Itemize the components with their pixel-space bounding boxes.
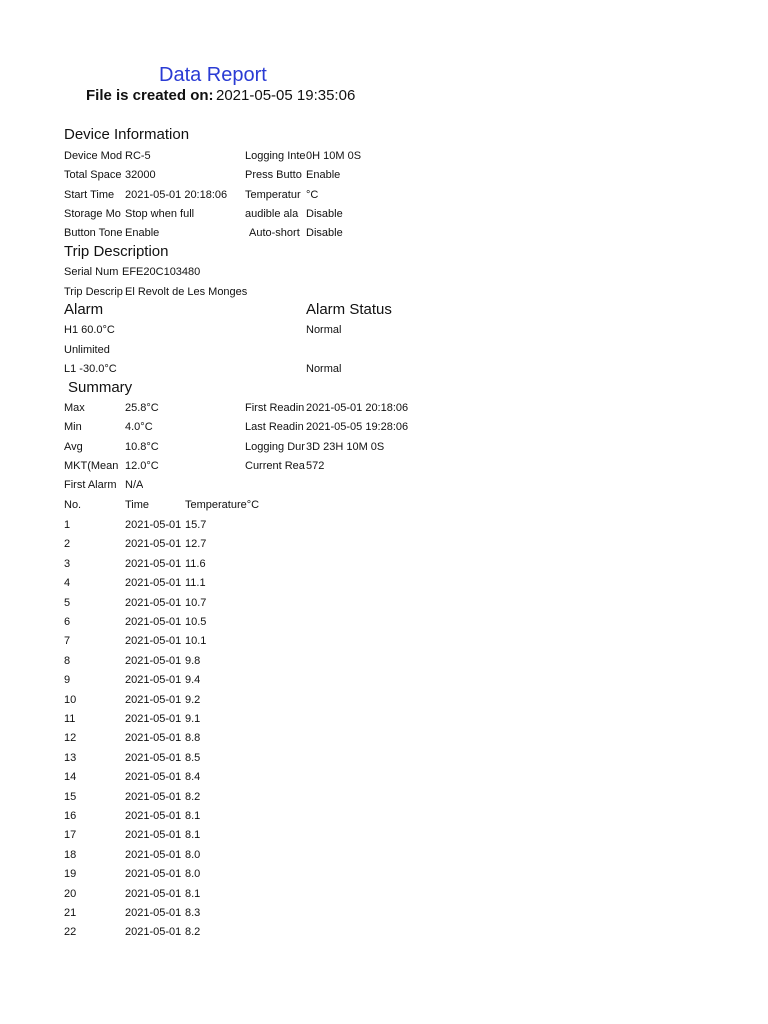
row-time: 2021-05-01 [125, 810, 182, 822]
row-temperature: 8.3 [185, 907, 201, 919]
row-time: 2021-05-01 [125, 829, 182, 841]
storage-mode-value: Stop when full [125, 208, 195, 220]
row-temperature: 8.1 [185, 810, 201, 822]
alarm-heading: Alarm [64, 301, 104, 318]
row-temperature: 9.4 [185, 674, 201, 686]
summary-mkt-value: 12.0°C [125, 460, 159, 472]
row-time: 2021-05-01 [125, 519, 182, 531]
last-reading-value: 2021-05-05 19:28:06 [306, 421, 409, 433]
summary-max-label: Max [64, 402, 85, 414]
current-readings-label: Current Rea [245, 460, 305, 472]
row-number: 17 [64, 829, 77, 841]
logging-interval-label: Logging Inte [245, 150, 306, 162]
row-time: 2021-05-01 [125, 771, 182, 783]
row-time: 2021-05-01 [125, 577, 182, 589]
summary-avg-value: 10.8°C [125, 441, 159, 453]
button-tone-label: Button Tone [64, 227, 123, 239]
summary-max-value: 25.8°C [125, 402, 159, 414]
row-time: 2021-05-01 [125, 597, 182, 609]
temperature-unit-value: °C [306, 189, 319, 201]
alarm-high-status: Normal [306, 324, 342, 336]
row-time: 2021-05-01 [125, 888, 182, 900]
row-number: 4 [64, 577, 71, 589]
row-number: 18 [64, 849, 77, 861]
total-space-value: 32000 [125, 169, 156, 181]
audible-alarm-value: Disable [306, 208, 343, 220]
press-button-value: Enable [306, 169, 341, 181]
first-alarm-label: First Alarm [64, 479, 117, 491]
row-number: 12 [64, 732, 77, 744]
trip-description-value: El Revolt de Les Monges [125, 286, 248, 298]
logging-duration-value: 3D 23H 10M 0S [306, 441, 385, 453]
summary-mkt-label: MKT(Mean [64, 460, 119, 472]
alarm-high-limit: H1 60.0°C [64, 324, 115, 336]
start-time-label: Start Time [64, 189, 115, 201]
created-on-label: File is created on: [86, 87, 214, 104]
row-temperature: 12.7 [185, 538, 207, 550]
row-number: 14 [64, 771, 77, 783]
row-number: 13 [64, 752, 77, 764]
row-temperature: 8.8 [185, 732, 201, 744]
serial-number-value: EFE20C103480 [122, 266, 201, 278]
row-time: 2021-05-01 [125, 538, 182, 550]
row-number: 7 [64, 635, 71, 647]
row-number: 22 [64, 926, 77, 938]
row-temperature: 9.1 [185, 713, 201, 725]
column-header-no: No. [64, 499, 82, 511]
current-readings-value: 572 [306, 460, 325, 472]
row-time: 2021-05-01 [125, 655, 182, 667]
row-number: 10 [64, 694, 77, 706]
first-alarm-value: N/A [125, 479, 144, 491]
row-temperature: 8.1 [185, 829, 201, 841]
temperature-unit-label: Temperatur [245, 189, 301, 201]
row-temperature: 8.0 [185, 868, 201, 880]
column-header-time: Time [125, 499, 150, 511]
row-temperature: 9.2 [185, 694, 201, 706]
button-tone-value: Enable [125, 227, 160, 239]
row-time: 2021-05-01 [125, 616, 182, 628]
row-temperature: 9.8 [185, 655, 201, 667]
device-information-heading: Device Information [64, 126, 190, 143]
row-time: 2021-05-01 [125, 752, 182, 764]
row-number: 20 [64, 888, 77, 900]
row-temperature: 8.0 [185, 849, 201, 861]
row-number: 1 [64, 519, 71, 531]
total-space-label: Total Space [64, 169, 122, 181]
row-temperature: 8.5 [185, 752, 201, 764]
audible-alarm-label: audible ala [245, 208, 299, 220]
row-temperature: 15.7 [185, 519, 207, 531]
row-temperature: 10.7 [185, 597, 207, 609]
row-number: 9 [64, 674, 71, 686]
row-temperature: 8.1 [185, 888, 201, 900]
row-temperature: 11.6 [185, 558, 206, 570]
row-time: 2021-05-01 [125, 868, 182, 880]
alarm-unlimited: Unlimited [64, 344, 110, 356]
row-number: 5 [64, 597, 71, 609]
row-temperature: 8.4 [185, 771, 201, 783]
row-number: 8 [64, 655, 71, 667]
created-on-value: 2021-05-05 19:35:06 [216, 87, 356, 104]
row-time: 2021-05-01 [125, 674, 182, 686]
row-temperature: 10.1 [185, 635, 207, 647]
first-reading-label: First Readin [245, 402, 305, 414]
row-time: 2021-05-01 [125, 907, 182, 919]
auto-shutdown-value: Disable [306, 227, 343, 239]
row-time: 2021-05-01 [125, 713, 182, 725]
row-temperature: 8.2 [185, 791, 201, 803]
row-time: 2021-05-01 [125, 849, 182, 861]
last-reading-label: Last Readin [245, 421, 304, 433]
column-header-temperature: Temperature°C [185, 499, 260, 511]
report-title: Data Report [159, 64, 267, 86]
summary-avg-label: Avg [64, 441, 83, 453]
alarm-low-status: Normal [306, 363, 342, 375]
row-number: 19 [64, 868, 77, 880]
trip-description-heading: Trip Description [64, 243, 169, 260]
row-number: 16 [64, 810, 77, 822]
first-reading-value: 2021-05-01 20:18:06 [306, 402, 409, 414]
logging-interval-value: 0H 10M 0S [306, 150, 362, 162]
alarm-status-heading: Alarm Status [306, 301, 392, 318]
press-button-label: Press Butto [245, 169, 302, 181]
row-time: 2021-05-01 [125, 791, 182, 803]
row-temperature: 11.1 [185, 577, 206, 589]
summary-min-label: Min [64, 421, 82, 433]
row-number: 21 [64, 907, 77, 919]
row-time: 2021-05-01 [125, 926, 182, 938]
row-time: 2021-05-01 [125, 635, 182, 647]
summary-heading: Summary [68, 379, 133, 396]
device-model-label: Device Mod [64, 150, 123, 162]
storage-mode-label: Storage Mo [64, 208, 121, 220]
row-time: 2021-05-01 [125, 694, 182, 706]
trip-description-label: Trip Descrip [64, 286, 123, 298]
device-model-value: RC-5 [125, 150, 151, 162]
alarm-low-limit: L1 -30.0°C [64, 363, 117, 375]
row-time: 2021-05-01 [125, 558, 182, 570]
start-time-value: 2021-05-01 20:18:06 [125, 189, 228, 201]
serial-number-label: Serial Num [64, 266, 119, 278]
row-temperature: 8.2 [185, 926, 201, 938]
row-number: 6 [64, 616, 71, 628]
row-time: 2021-05-01 [125, 732, 182, 744]
auto-shutdown-label: Auto-short [249, 227, 300, 239]
row-number: 2 [64, 538, 71, 550]
logging-duration-label: Logging Dur [245, 441, 305, 453]
row-number: 3 [64, 558, 71, 570]
row-number: 11 [64, 713, 76, 725]
row-number: 15 [64, 791, 77, 803]
row-temperature: 10.5 [185, 616, 207, 628]
summary-min-value: 4.0°C [125, 421, 153, 433]
